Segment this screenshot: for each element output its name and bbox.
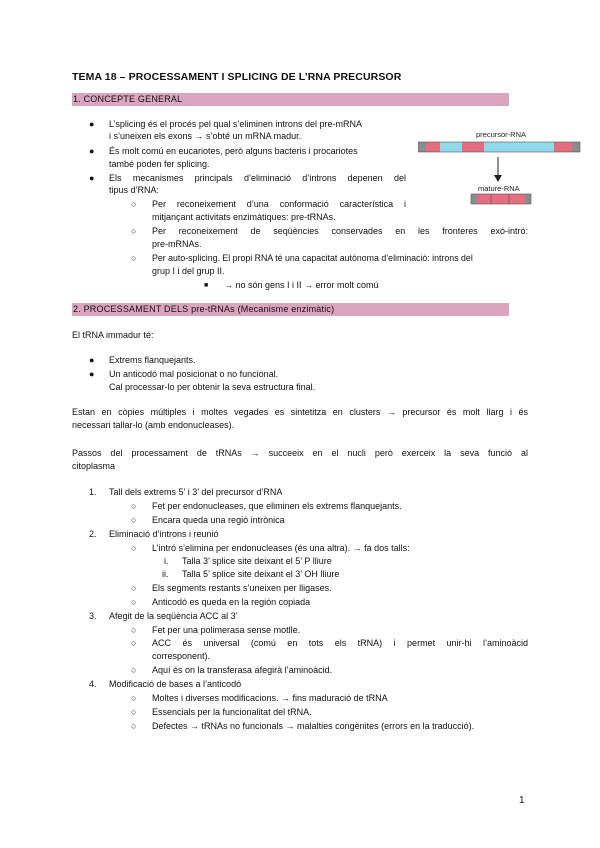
bullet-circle: ○ bbox=[131, 515, 137, 525]
bullet-circle: ○ bbox=[131, 501, 137, 511]
list-item: L’intró s’elimina per endonucleases (és una altra). → fa dos talls: bbox=[152, 543, 410, 553]
bullet-circle: ○ bbox=[131, 625, 137, 635]
rna-end-segment bbox=[418, 142, 426, 152]
list-item: ACC és universal (comú en tots els tRNA) i permet unir-hi l’aminoàcid bbox=[152, 638, 528, 648]
paragraph-text: Extrems flanquejants. bbox=[109, 355, 196, 365]
bullet-circle: ○ bbox=[131, 543, 137, 553]
paragraph-text: Estan en còpies múltiples i moltes vegades es sintetitza en clusters → precursor és molt llarg i és bbox=[72, 407, 528, 417]
bullet-circle: ○ bbox=[131, 199, 137, 209]
list-item: Defectes → tRNAs no funcionals → malalties congènites (errors en la traducció). bbox=[152, 721, 475, 731]
exon-segment bbox=[462, 142, 484, 152]
list-item: Tall dels extrems 5’ i 3’ del precursor d’RNA bbox=[109, 487, 283, 497]
list-item: Essencials per la funcionalitat del tRNA. bbox=[152, 707, 312, 717]
list-item: Encara queda una regió intrònica bbox=[152, 515, 285, 525]
list-item: Aquí és on la transferasa afegirà l’aminoàcid. bbox=[152, 665, 333, 675]
bullet-circle: ○ bbox=[131, 226, 137, 236]
precursor-rna-strand bbox=[418, 142, 580, 152]
list-number: 1. bbox=[89, 487, 97, 497]
list-item: Modificació de bases a l’anticodó bbox=[109, 679, 242, 689]
bullet-circle: ○ bbox=[131, 707, 137, 717]
intron-segment bbox=[484, 142, 554, 152]
list-item: corresponent). bbox=[152, 651, 211, 661]
list-item: Afegit de la seqüència ACC al 3’ bbox=[109, 611, 238, 621]
exon-segment bbox=[509, 194, 525, 204]
section-heading-processament: 2. PROCESSAMENT DELS pre-tRNAs (Mecanisme enzimàtic) bbox=[72, 303, 509, 316]
rna-end-segment bbox=[572, 142, 580, 152]
document-title: TEMA 18 – PROCESSAMENT I SPLICING DE L’RNA PRECURSOR bbox=[72, 71, 402, 83]
bullet-circle: ○ bbox=[131, 721, 137, 731]
paragraph-text: Per auto-splicing. El propi RNA té una capacitat autònoma d’eliminació: introns del bbox=[152, 253, 473, 263]
list-item: Talla 3’ splice site deixant el 5’ P lliure bbox=[182, 556, 332, 566]
exon-segment bbox=[554, 142, 572, 152]
paragraph-text: Per reconeixement d’una conformació característica i bbox=[152, 199, 406, 209]
bullet-dot: ● bbox=[89, 146, 95, 156]
paragraph-text: És molt comú en eucariotes, però alguns bacteris i procariotes bbox=[109, 146, 358, 156]
section-heading-concepte: 1. CONCEPTE GENERAL bbox=[72, 93, 509, 106]
paragraph-text: també poden fer splicing. bbox=[109, 159, 210, 169]
rna-end-segment bbox=[471, 194, 477, 204]
exon-segment bbox=[477, 194, 491, 204]
bullet-circle: ○ bbox=[131, 253, 137, 263]
bullet-circle: ○ bbox=[131, 693, 137, 703]
bullet-dot: ● bbox=[89, 119, 95, 129]
paragraph-text: → no són gens I i II → error molt comú bbox=[224, 280, 379, 290]
list-item: Talla 5’ splice site deixant el 3’ OH lliure bbox=[182, 569, 340, 579]
intron-segment bbox=[440, 142, 462, 152]
bullet-circle: ○ bbox=[131, 583, 137, 593]
page-number: 1 bbox=[519, 795, 525, 806]
paragraph-text: grup I i del grup II. bbox=[152, 266, 225, 276]
paragraph-text: i s’uneixen els exons → s’obté un mRNA madur. bbox=[109, 131, 302, 141]
arrow-down-icon bbox=[494, 157, 502, 182]
paragraph-text: mitjançant activitats enzimàtiques: pre-tRNAs. bbox=[152, 212, 336, 222]
list-number: i. bbox=[164, 556, 169, 566]
paragraph-text: citoplasma bbox=[72, 461, 116, 471]
paragraph-text: L’splicing és el procés pel qual s’eliminen introns del pre-mRNA bbox=[109, 119, 362, 129]
paragraph-text: El tRNA immadur té: bbox=[72, 330, 154, 340]
bullet-square: ■ bbox=[204, 282, 209, 289]
paragraph-text: pre-mRNAs. bbox=[152, 239, 202, 249]
list-item: Moltes i diverses modificacions. → fins maduració de tRNA bbox=[152, 693, 388, 703]
bullet-circle: ○ bbox=[131, 665, 137, 675]
paragraph-text: Cal processar-lo per obtenir la seva estructura final. bbox=[109, 382, 316, 392]
paragraph-text: Per reconeixement de seqüències conservades en les fronteres exó-intró: bbox=[152, 226, 528, 236]
paragraph-text: Un anticodó mal posicionat o no funcional. bbox=[109, 369, 279, 379]
list-number: 3. bbox=[89, 611, 97, 621]
mature-rna-label: mature-RNA bbox=[478, 184, 520, 193]
list-item: Els segments restants s’uneixen per lligases. bbox=[152, 583, 332, 593]
list-item: Anticodó es queda en la región copiada bbox=[152, 597, 311, 607]
mature-rna-strand bbox=[471, 194, 531, 204]
rna-end-segment bbox=[525, 194, 531, 204]
precursor-rna-label: precursor-RNA bbox=[476, 130, 527, 139]
list-number: 2. bbox=[89, 529, 97, 539]
bullet-circle: ○ bbox=[131, 638, 137, 648]
list-item: Fet per endonucleases, que eliminen els extrems flanquejants. bbox=[152, 501, 402, 511]
paragraph-text: tipus d’RNA: bbox=[109, 185, 160, 195]
exon-segment bbox=[426, 142, 440, 152]
bullet-circle: ○ bbox=[131, 597, 137, 607]
paragraph-text: Els mecanismes principals d’eliminació d’introns depenen del bbox=[109, 173, 406, 183]
bullet-dot: ● bbox=[89, 369, 95, 379]
paragraph-text: necessari tallar-lo (amb endonucleases). bbox=[72, 420, 235, 430]
list-item: Fet per una polimerasa sense motlle. bbox=[152, 625, 301, 635]
list-number: ii. bbox=[162, 569, 169, 579]
bullet-dot: ● bbox=[89, 173, 95, 183]
list-number: 4. bbox=[89, 679, 97, 689]
exon-segment bbox=[491, 194, 509, 204]
paragraph-text: Passos del processament de tRNAs → succeeix en el nucli però exerceix la seva funció al bbox=[72, 448, 528, 458]
bullet-dot: ● bbox=[89, 355, 95, 365]
splicing-diagram bbox=[418, 127, 588, 207]
list-item: Eliminació d’introns i reunió bbox=[109, 529, 219, 539]
